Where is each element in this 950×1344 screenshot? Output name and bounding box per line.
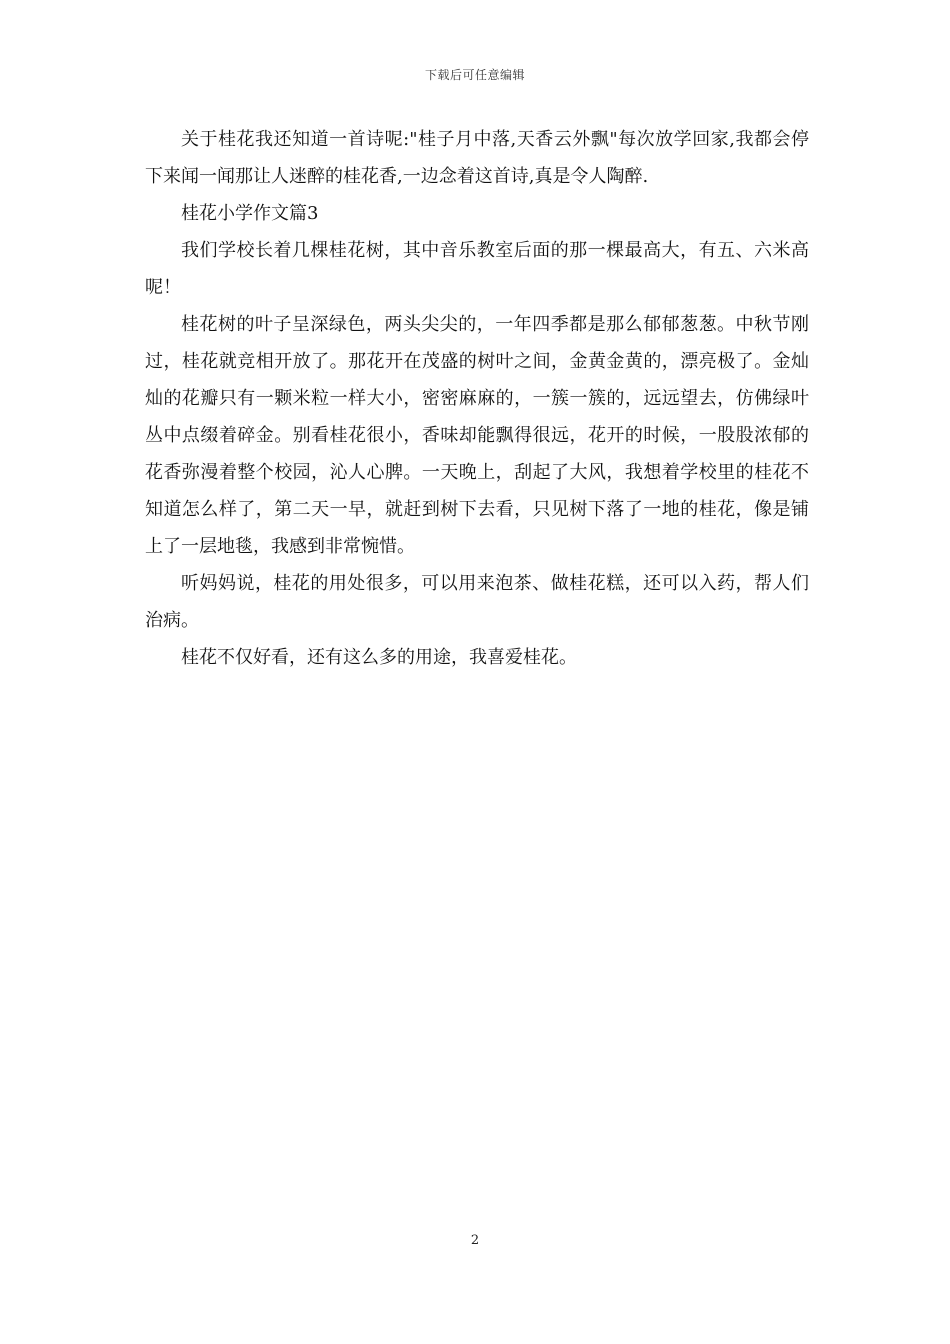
section-heading: 桂花小学作文篇3 bbox=[181, 203, 319, 224]
paragraph-uses: 听妈妈说，桂花的用处很多，可以用来泡茶、做桂花糕，还可以入药，帮人们治病。 bbox=[145, 573, 809, 631]
page-header-note: 下载后可任意编辑 bbox=[424, 68, 525, 82]
paragraph-description: 桂花树的叶子呈深绿色，两头尖尖的，一年四季都是那么郁郁葱葱。中秋节刚过，桂花就竞相开放了。那花开在茂盛的树叶之间，金黄金黄的，漂亮极了。金灿灿的花瓣只有一颗米粒一样大小，密密麻麻的，一簇一簇的，远远望去，仿佛绿叶丛中点缀着碎金。别看桂花很小，香味却能飘得很远，花开的时候，一股股浓郁的花香弥漫着整个校园，沁人心脾。一天晚上，刮起了大风，我想着学校里的桂花不知道怎么样了，第二天一早，就赶到树下去看，只见树下落了一地的桂花，像是铺上了一层地毯，我感到非常惋惜。 bbox=[145, 314, 809, 557]
page-number: 2 bbox=[470, 1233, 480, 1248]
paragraph-conclusion: 桂花不仅好看，还有这么多的用途，我喜爱桂花。 bbox=[181, 647, 577, 668]
paragraph-poem: 关于桂花我还知道一首诗呢:"桂子月中落,天香云外飘"每次放学回家,我都会停下来闻一闻那让人迷醉的桂花香,一边念着这首诗,真是令人陶醉. bbox=[145, 129, 809, 187]
paragraph-intro: 我们学校长着几棵桂花树，其中音乐教室后面的那一棵最高大，有五、六米高呢！ bbox=[145, 240, 809, 298]
document-body bbox=[145, 121, 809, 676]
